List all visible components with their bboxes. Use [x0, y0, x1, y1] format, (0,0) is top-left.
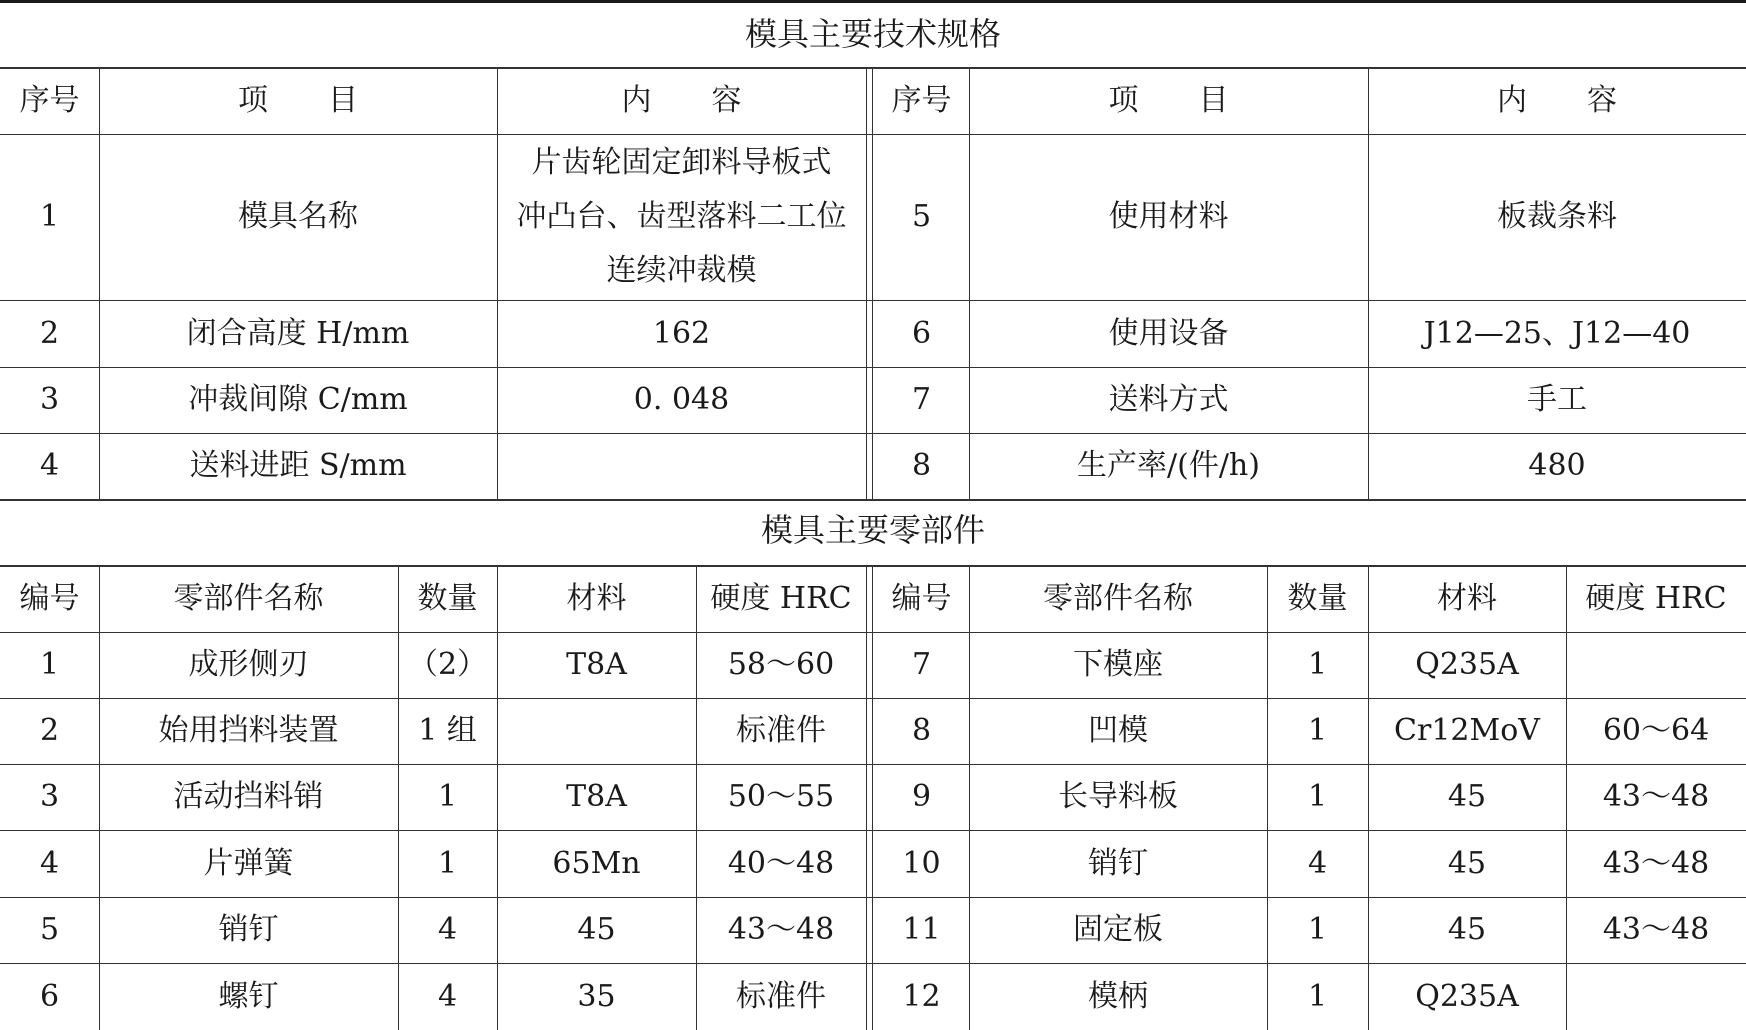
parts-cell: 43～48: [1602, 845, 1710, 881]
spec-content-left: [497, 134, 866, 300]
spec-no-left: 1: [39, 199, 60, 234]
parts-cell: 11: [902, 912, 941, 947]
spec-content-right: 板裁条料: [1497, 199, 1617, 234]
spec-content-left: [497, 367, 866, 433]
parts-cell: 1 组: [418, 713, 477, 748]
parts-cell: 45: [1447, 912, 1487, 947]
parts-cell: 成形侧刃: [188, 647, 309, 682]
parts-cell: 45: [1447, 845, 1487, 881]
parts-cell: 4: [39, 845, 60, 881]
parts-cell: 3: [39, 779, 60, 814]
spec-content-left-line: 连续冲裁模: [606, 253, 757, 288]
parts-cell: 40～48: [727, 845, 835, 881]
parts-cell: 35: [577, 978, 616, 1014]
parts-cell: 1: [437, 779, 458, 814]
spec-content-left: [497, 300, 866, 367]
parts-cell: 4: [1307, 845, 1328, 881]
spec-content-right: J12—25、J12—40: [1423, 315, 1691, 351]
spec-no-right: 6: [911, 315, 932, 351]
spec-no-left: 2: [39, 315, 60, 351]
spec-item-right: 送料方式: [1108, 382, 1229, 417]
parts-header-8: 材料: [1437, 580, 1497, 616]
parts-cell: 始用挡料装置: [158, 713, 339, 748]
parts-cell: [497, 698, 696, 764]
parts-cell: 1: [1307, 713, 1328, 748]
parts-cell: 45: [1447, 779, 1487, 814]
spec-item-left: 模具名称: [238, 199, 358, 234]
parts-cell: 9: [911, 779, 932, 814]
spec-no-right: 7: [911, 382, 932, 417]
parts-cell: Q235A: [1415, 978, 1519, 1014]
parts-header-7: 数量: [1287, 580, 1348, 616]
parts-cell: 6: [39, 978, 60, 1014]
parts-cell: 10: [902, 845, 941, 881]
spec-item-left: 闭合高度 H/mm: [186, 315, 410, 351]
spec-item-right: 使用材料: [1108, 199, 1229, 234]
parts-cell: [1566, 963, 1746, 1030]
parts-cell: 7: [911, 647, 932, 682]
parts-cell: 1: [1307, 912, 1328, 947]
spec-item-left: 冲裁间隙 C/mm: [188, 382, 408, 417]
spec-header-left-0: 序号: [19, 82, 80, 118]
parts-cell: 螺钉: [218, 978, 279, 1014]
parts-cell: [1566, 632, 1746, 698]
parts-cell: 43～48: [727, 912, 835, 947]
parts-cell: T8A: [566, 647, 627, 682]
parts-cell: 5: [39, 912, 60, 947]
spec-table-title: 模具主要技术规格: [744, 15, 1001, 53]
spec-header-right-1: 项 目: [1108, 82, 1229, 118]
parts-cell: T8A: [566, 779, 627, 814]
spec-no-left: 3: [39, 382, 60, 417]
parts-cell: 8: [911, 713, 932, 748]
spec-header-right-0: 序号: [891, 82, 952, 118]
parts-header-6: 零部件名称: [1043, 580, 1193, 616]
parts-cell: 标准件: [736, 978, 826, 1014]
parts-cell: 12: [902, 978, 941, 1014]
parts-cell: 模柄: [1088, 978, 1148, 1014]
parts-cell: 1: [437, 845, 458, 881]
parts-cell: 销钉: [218, 912, 279, 947]
parts-header-9: 硬度 HRC: [1585, 580, 1727, 616]
parts-cell: 销钉: [1088, 845, 1148, 881]
parts-cell: 标准件: [736, 713, 826, 748]
parts-cell: 4: [437, 978, 458, 1014]
spec-content-left-line: 片齿轮固定卸料导板式: [531, 145, 832, 180]
parts-cell: 58～60: [727, 647, 835, 682]
spec-header-left-2: 内 容: [621, 82, 742, 118]
spec-no-right: 5: [911, 199, 932, 234]
parts-header-0: 编号: [19, 580, 80, 616]
spec-header-left-1: 项 目: [238, 82, 358, 118]
spec-content-left-line: 0. 048: [633, 382, 730, 417]
parts-cell: 4: [437, 912, 458, 947]
spec-no-right: 8: [911, 448, 932, 483]
table-rule: [0, 499, 1746, 501]
parts-cell: 60～64: [1602, 713, 1710, 748]
parts-cell: 43～48: [1602, 779, 1710, 814]
parts-cell: 43～48: [1602, 912, 1710, 947]
parts-cell: 2: [39, 713, 60, 748]
spec-content-right: 手工: [1527, 382, 1587, 417]
parts-cell: Q235A: [1415, 647, 1519, 682]
parts-header-1: 零部件名称: [173, 580, 324, 616]
parts-cell: 1: [1307, 978, 1328, 1014]
parts-cell: 活动挡料销: [173, 779, 324, 814]
double-divider: [872, 67, 873, 499]
parts-cell: 1: [39, 647, 60, 682]
spec-content-right: 480: [1528, 448, 1586, 483]
parts-header-3: 材料: [566, 580, 627, 616]
parts-cell: Cr12MoV: [1394, 713, 1540, 748]
parts-cell: 50～55: [727, 779, 835, 814]
top-rule: [0, 0, 1746, 3]
parts-cell: 固定板: [1073, 912, 1163, 947]
spec-content-left-line: 162: [652, 315, 711, 351]
parts-cell: 凹模: [1088, 713, 1148, 748]
spec-item-right: 生产率/(件/h): [1077, 448, 1260, 483]
parts-cell: 下模座: [1073, 647, 1163, 682]
spec-content-left-line: 冲凸台、齿型落料二工位: [516, 199, 847, 234]
parts-header-4: 硬度 HRC: [710, 580, 852, 616]
parts-cell: 1: [1307, 779, 1328, 814]
double-divider: [866, 565, 867, 1030]
spec-item-left: 送料进距 S/mm: [189, 448, 407, 483]
spec-no-left: 4: [39, 448, 60, 483]
parts-table-title: 模具主要零部件: [760, 511, 985, 549]
parts-header-2: 数量: [417, 580, 478, 616]
parts-cell: 45: [577, 912, 616, 947]
double-divider: [866, 67, 867, 499]
parts-cell: 片弹簧: [203, 845, 294, 881]
spec-header-right-2: 内 容: [1497, 82, 1617, 118]
parts-header-5: 编号: [891, 580, 952, 616]
spec-content-left: [497, 433, 866, 499]
parts-cell: （2）: [407, 647, 488, 682]
parts-cell: 长导料板: [1058, 779, 1178, 814]
parts-cell: 65Mn: [552, 845, 641, 881]
double-divider: [872, 565, 873, 1030]
parts-cell: 1: [1307, 647, 1328, 682]
spec-item-right: 使用设备: [1108, 315, 1229, 351]
